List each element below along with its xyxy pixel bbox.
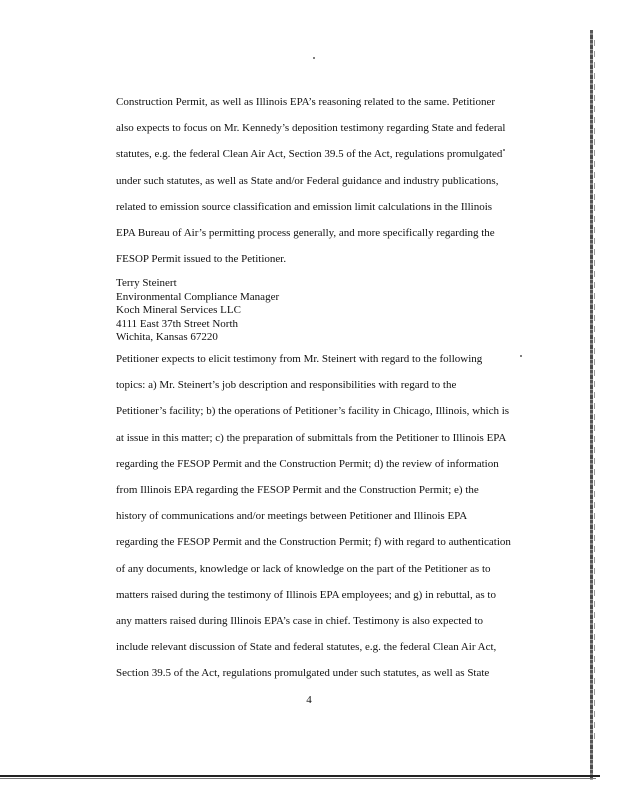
page-number: 4 bbox=[306, 694, 312, 706]
scan-edge-right-inner bbox=[594, 40, 595, 740]
witness-city-state-zip: Wichita, Kansas 67220 bbox=[116, 331, 218, 343]
text-line: at issue in this matter; c) the preparation of submittals from the Petitioner to Illinois EPA bbox=[116, 431, 507, 444]
text-line: regarding the FESOP Permit and the Construction Permit; f) with regard to authentication bbox=[116, 536, 511, 549]
text-line: Petitioner expects to elicit testimony from Mr. Steinert with regard to the following bbox=[116, 353, 483, 365]
text-line: FESOP Permit issued to the Petitioner. bbox=[116, 253, 287, 266]
text-line: Construction Permit, as well as Illinois EPA’s reasoning related to the same. Petitioner bbox=[116, 96, 496, 108]
witness-company: Koch Mineral Services LLC bbox=[116, 304, 241, 316]
scan-edge-right bbox=[590, 30, 593, 780]
witness-title: Environmental Compliance Manager bbox=[116, 290, 280, 303]
text-line: any matters raised during Illinois EPA’s case in chief. Testimony is also expected to bbox=[116, 615, 484, 628]
text-line: of any documents, knowledge or lack of knowledge on the part of the Petitioner as to bbox=[116, 562, 491, 575]
text-line: regarding the FESOP Permit and the Construction Permit; d) the review of information bbox=[116, 457, 499, 470]
text-line: Section 39.5 of the Act, regulations promulgated under such statutes, as well as State bbox=[116, 667, 490, 680]
scan-speck bbox=[313, 57, 315, 59]
text-line: include relevant discussion of State and federal statutes, e.g. the federal Clean Air Act, bbox=[116, 641, 497, 654]
text-line: EPA Bureau of Air’s permitting process generally, and more specifically regarding the bbox=[116, 227, 495, 240]
paragraph-steinert-testimony bbox=[116, 346, 522, 687]
text-line: Petitioner’s facility; b) the operations of Petitioner’s facility in Chicago, Illinois, which is bbox=[116, 405, 510, 418]
text-line: topics: a) Mr. Steinert’s job description and responsibilities with regard to the bbox=[116, 379, 457, 392]
text-line: under such statutes, as well as State and/or Federal guidance and industry publications, bbox=[116, 174, 499, 187]
witness-street: 4111 East 37th Street North bbox=[116, 317, 238, 330]
text-line: also expects to focus on Mr. Kennedy’s deposition testimony regarding State and federal bbox=[116, 122, 506, 135]
scan-edge-bottom-inner bbox=[0, 778, 596, 779]
scan-edge-bottom bbox=[0, 775, 600, 777]
paragraph-kennedy-testimony bbox=[116, 89, 522, 272]
text-line: history of communications and/or meetings between Petitioner and Illinois EPA bbox=[116, 510, 468, 523]
text-line: related to emission source classification and emission limit calculations in the Illinois bbox=[116, 200, 493, 213]
witness-name: Terry Steinert bbox=[116, 277, 177, 289]
text-line: matters raised during the testimony of Illinois EPA employees; and g) in rebuttal, as to bbox=[116, 588, 496, 601]
text-line: statutes, e.g. the federal Clean Air Act, Section 39.5 of the Act, regulations promulgated bbox=[116, 148, 503, 161]
text-line: from Illinois EPA regarding the FESOP Permit and the Construction Permit; e) the bbox=[116, 484, 479, 497]
witness-address-block bbox=[116, 277, 279, 345]
